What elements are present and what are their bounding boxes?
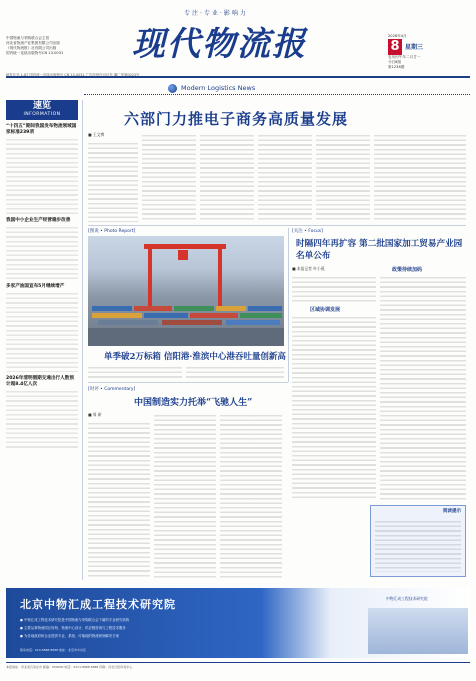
issue-year: 2026年4月	[388, 34, 407, 38]
photo-article-body	[88, 364, 182, 380]
ad-contact: 联系电话：010-8888 8888 地址：北京市丰台区	[20, 648, 86, 652]
ad-line: ● 主要从事物流园区规划、物流中心设计、供应链咨询与工程技术服务	[20, 626, 126, 630]
publisher-line: 中国物流与采购联合会主管	[6, 36, 50, 40]
commentary-body	[88, 420, 150, 578]
photo-caption: 单季破2万标箱 信阳港·淮滨中心港吞吐量创新高	[104, 352, 286, 362]
publisher-line: 《现代物流报》社有限公司出版	[6, 46, 57, 50]
express-label-en: INFORMATION	[23, 112, 61, 117]
commentary-body	[154, 412, 216, 578]
brief-body	[6, 224, 78, 280]
brief-title: 多家产油国宣布5月继续增产	[6, 284, 65, 289]
brief-body	[6, 388, 78, 448]
lead-article-body	[142, 132, 196, 222]
commentary-body	[220, 412, 282, 578]
photo-article-body	[186, 364, 284, 380]
express-label-cn: 速览	[32, 101, 51, 111]
column-divider	[288, 228, 289, 382]
lead-headline[interactable]: 六部门力推电子商务高质量发展	[124, 110, 349, 128]
lead-article-body	[258, 132, 312, 222]
brief-body	[6, 136, 78, 214]
focus-article-body	[292, 314, 376, 500]
brief-item[interactable]	[6, 218, 78, 280]
masthead	[6, 4, 470, 78]
issue-info	[388, 34, 470, 70]
commentary-author: ■ 周 新	[88, 412, 102, 417]
issue-line: 农历丙午年二月廿一	[388, 55, 421, 59]
brief-title: 2026年清明假期交通出行人数预计超8.4亿人次	[6, 376, 74, 387]
section-title-en: Modern Logistics News	[181, 84, 256, 92]
focus-section-label: [关注 • Focus]	[292, 229, 323, 234]
commentary-section-label: [时评 • Commentary]	[88, 387, 136, 392]
focus-article-body	[292, 274, 376, 302]
ad-banner[interactable]	[6, 588, 470, 658]
brief-item[interactable]	[6, 376, 78, 448]
express-badge	[6, 100, 78, 120]
issue-line: 第1236期	[388, 65, 405, 69]
brief-title: “十四五”期间我国发布物流领域国家标准239项	[6, 124, 77, 135]
focus-subheading: 区域协调发展	[310, 307, 341, 313]
focus-subheading: 政策待续加码	[392, 267, 423, 273]
ad-line: ● 为各地政府和企业提供专业、系统、可落地的物流规划解决方案	[20, 634, 119, 638]
issue-line: 今日8版	[388, 60, 402, 64]
ad-building-image	[368, 608, 468, 654]
focus-author: ■ 本报记者 叶小燕	[292, 266, 325, 271]
lead-author: ■ 王文博	[88, 132, 105, 137]
brief-body	[6, 290, 78, 372]
ad-title: 北京中物汇成工程技术研究院	[20, 598, 176, 611]
lead-article-body	[200, 132, 254, 222]
ad-logo: 中物汇成工程技术研究院	[386, 596, 428, 601]
brief-item[interactable]	[6, 284, 78, 372]
reading-tips-box[interactable]	[370, 505, 466, 577]
page-footer: 本报地址：河北省石家庄市 邮编：050000 电话：0311-8888 8888 印刷：河北日报印务中心	[6, 662, 470, 669]
publisher-line: 河北省物流产业集团有限公司出版	[6, 41, 60, 45]
ad-line: ● 中物汇成工程技术研究院是中国物流与采购联合会下属的专业研究机构	[20, 618, 130, 622]
publisher-line: 国内统一连续出版物号CN 13-0031	[6, 51, 64, 55]
publisher-info	[6, 36, 116, 56]
column-divider	[82, 100, 83, 580]
brief-item[interactable]	[6, 124, 78, 214]
brief-column	[6, 100, 78, 500]
lead-article-body	[374, 132, 466, 222]
ad-lines	[20, 616, 280, 640]
registration-line: 邮发代号 1-87 国内统一连续出版物号 CN 13-0031 广告经营许可证号 冀广发第0023号	[6, 73, 140, 77]
divider	[88, 225, 466, 226]
port-photo[interactable]	[88, 236, 284, 346]
divider	[88, 382, 288, 383]
lead-article-body	[316, 132, 370, 222]
focus-article-body	[380, 274, 466, 500]
newspaper-brand: 现代物流报	[132, 24, 307, 63]
globe-icon	[168, 84, 177, 93]
issue-day: 8	[388, 39, 402, 55]
commentary-headline[interactable]: 中国制造实力托举“飞驰人生”	[134, 398, 253, 408]
issue-weekday: 星期三	[405, 43, 424, 51]
focus-headline[interactable]: 时隔四年再扩容 第二批国家加工贸易产业园名单公布	[296, 239, 463, 261]
brief-title: 我国中小企业生产经营稳步改善	[6, 218, 71, 223]
section-header	[168, 82, 308, 94]
reading-tips-body	[375, 518, 461, 572]
photo-section-label: [图说 • Photo Report]	[88, 229, 136, 234]
reading-tips-title: 阅读提示	[443, 509, 461, 514]
masthead-slogan: 专注·专业·影响力	[184, 10, 248, 17]
lead-article-body	[88, 140, 138, 222]
divider	[84, 94, 470, 96]
